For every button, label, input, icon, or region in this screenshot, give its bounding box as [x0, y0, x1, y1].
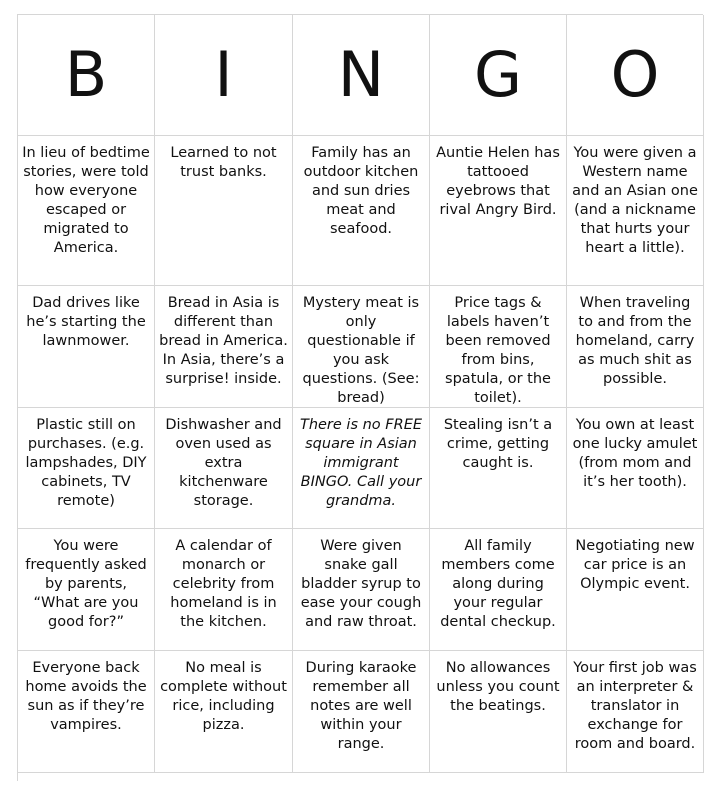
bingo-square[interactable]: Plastic still on purchases. (e.g. lampshades, DIY cabinets, TV remote): [18, 408, 155, 529]
bingo-square[interactable]: Your first job was an interpreter & translator in exchange for room and board.: [567, 651, 704, 773]
bingo-square[interactable]: No meal is complete without rice, including pizza.: [155, 651, 293, 773]
bingo-square[interactable]: A calendar of monarch or celebrity from homeland is in the kitchen.: [155, 529, 293, 651]
bingo-square[interactable]: You were given a Western name and an Asian one (and a nickname that hurts your heart a little).: [567, 136, 704, 286]
bingo-square[interactable]: No allowances unless you count the beatings.: [430, 651, 567, 773]
bingo-square[interactable]: You were frequently asked by parents, “What are you good for?”: [18, 529, 155, 651]
bingo-board: [17, 14, 703, 781]
header-letter-g: G: [430, 15, 567, 136]
bingo-square[interactable]: Learned to not trust banks.: [155, 136, 293, 286]
bingo-square[interactable]: You own at least one lucky amulet (from mom and it’s her tooth).: [567, 408, 704, 529]
header-letter-o: O: [567, 15, 704, 136]
bingo-square[interactable]: During karaoke remember all notes are well within your range.: [293, 651, 430, 773]
bingo-square[interactable]: All family members come along during your regular dental checkup.: [430, 529, 567, 651]
header-letter-b: B: [18, 15, 155, 136]
bingo-square[interactable]: Auntie Helen has tattooed eyebrows that rival Angry Bird.: [430, 136, 567, 286]
bingo-square[interactable]: Everyone back home avoids the sun as if they’re vampires.: [18, 651, 155, 773]
bingo-square[interactable]: In lieu of bedtime stories, were told how everyone escaped or migrated to America.: [18, 136, 155, 286]
bingo-square[interactable]: Bread in Asia is different than bread in America. In Asia, there’s a surprise! inside.: [155, 286, 293, 408]
header-letter-i: I: [155, 15, 293, 136]
bingo-square[interactable]: Mystery meat is only questionable if you ask questions. (See: bread): [293, 286, 430, 408]
bingo-square[interactable]: Price tags & labels haven’t been removed from bins, spatula, or the toilet).: [430, 286, 567, 408]
bingo-square[interactable]: Negotiating new car price is an Olympic event.: [567, 529, 704, 651]
bingo-square[interactable]: Dad drives like he’s starting the lawnmower.: [18, 286, 155, 408]
free-square[interactable]: There is no FREE square in Asian immigrant BINGO. Call your grandma.: [293, 408, 430, 529]
bingo-square[interactable]: Dishwasher and oven used as extra kitchenware storage.: [155, 408, 293, 529]
header-letter-n: N: [293, 15, 430, 136]
bingo-square[interactable]: Family has an outdoor kitchen and sun dries meat and seafood.: [293, 136, 430, 286]
bingo-square[interactable]: When traveling to and from the homeland, carry as much shit as possible.: [567, 286, 704, 408]
bingo-square[interactable]: Were given snake gall bladder syrup to ease your cough and raw throat.: [293, 529, 430, 651]
bingo-square[interactable]: Stealing isn’t a crime, getting caught is.: [430, 408, 567, 529]
